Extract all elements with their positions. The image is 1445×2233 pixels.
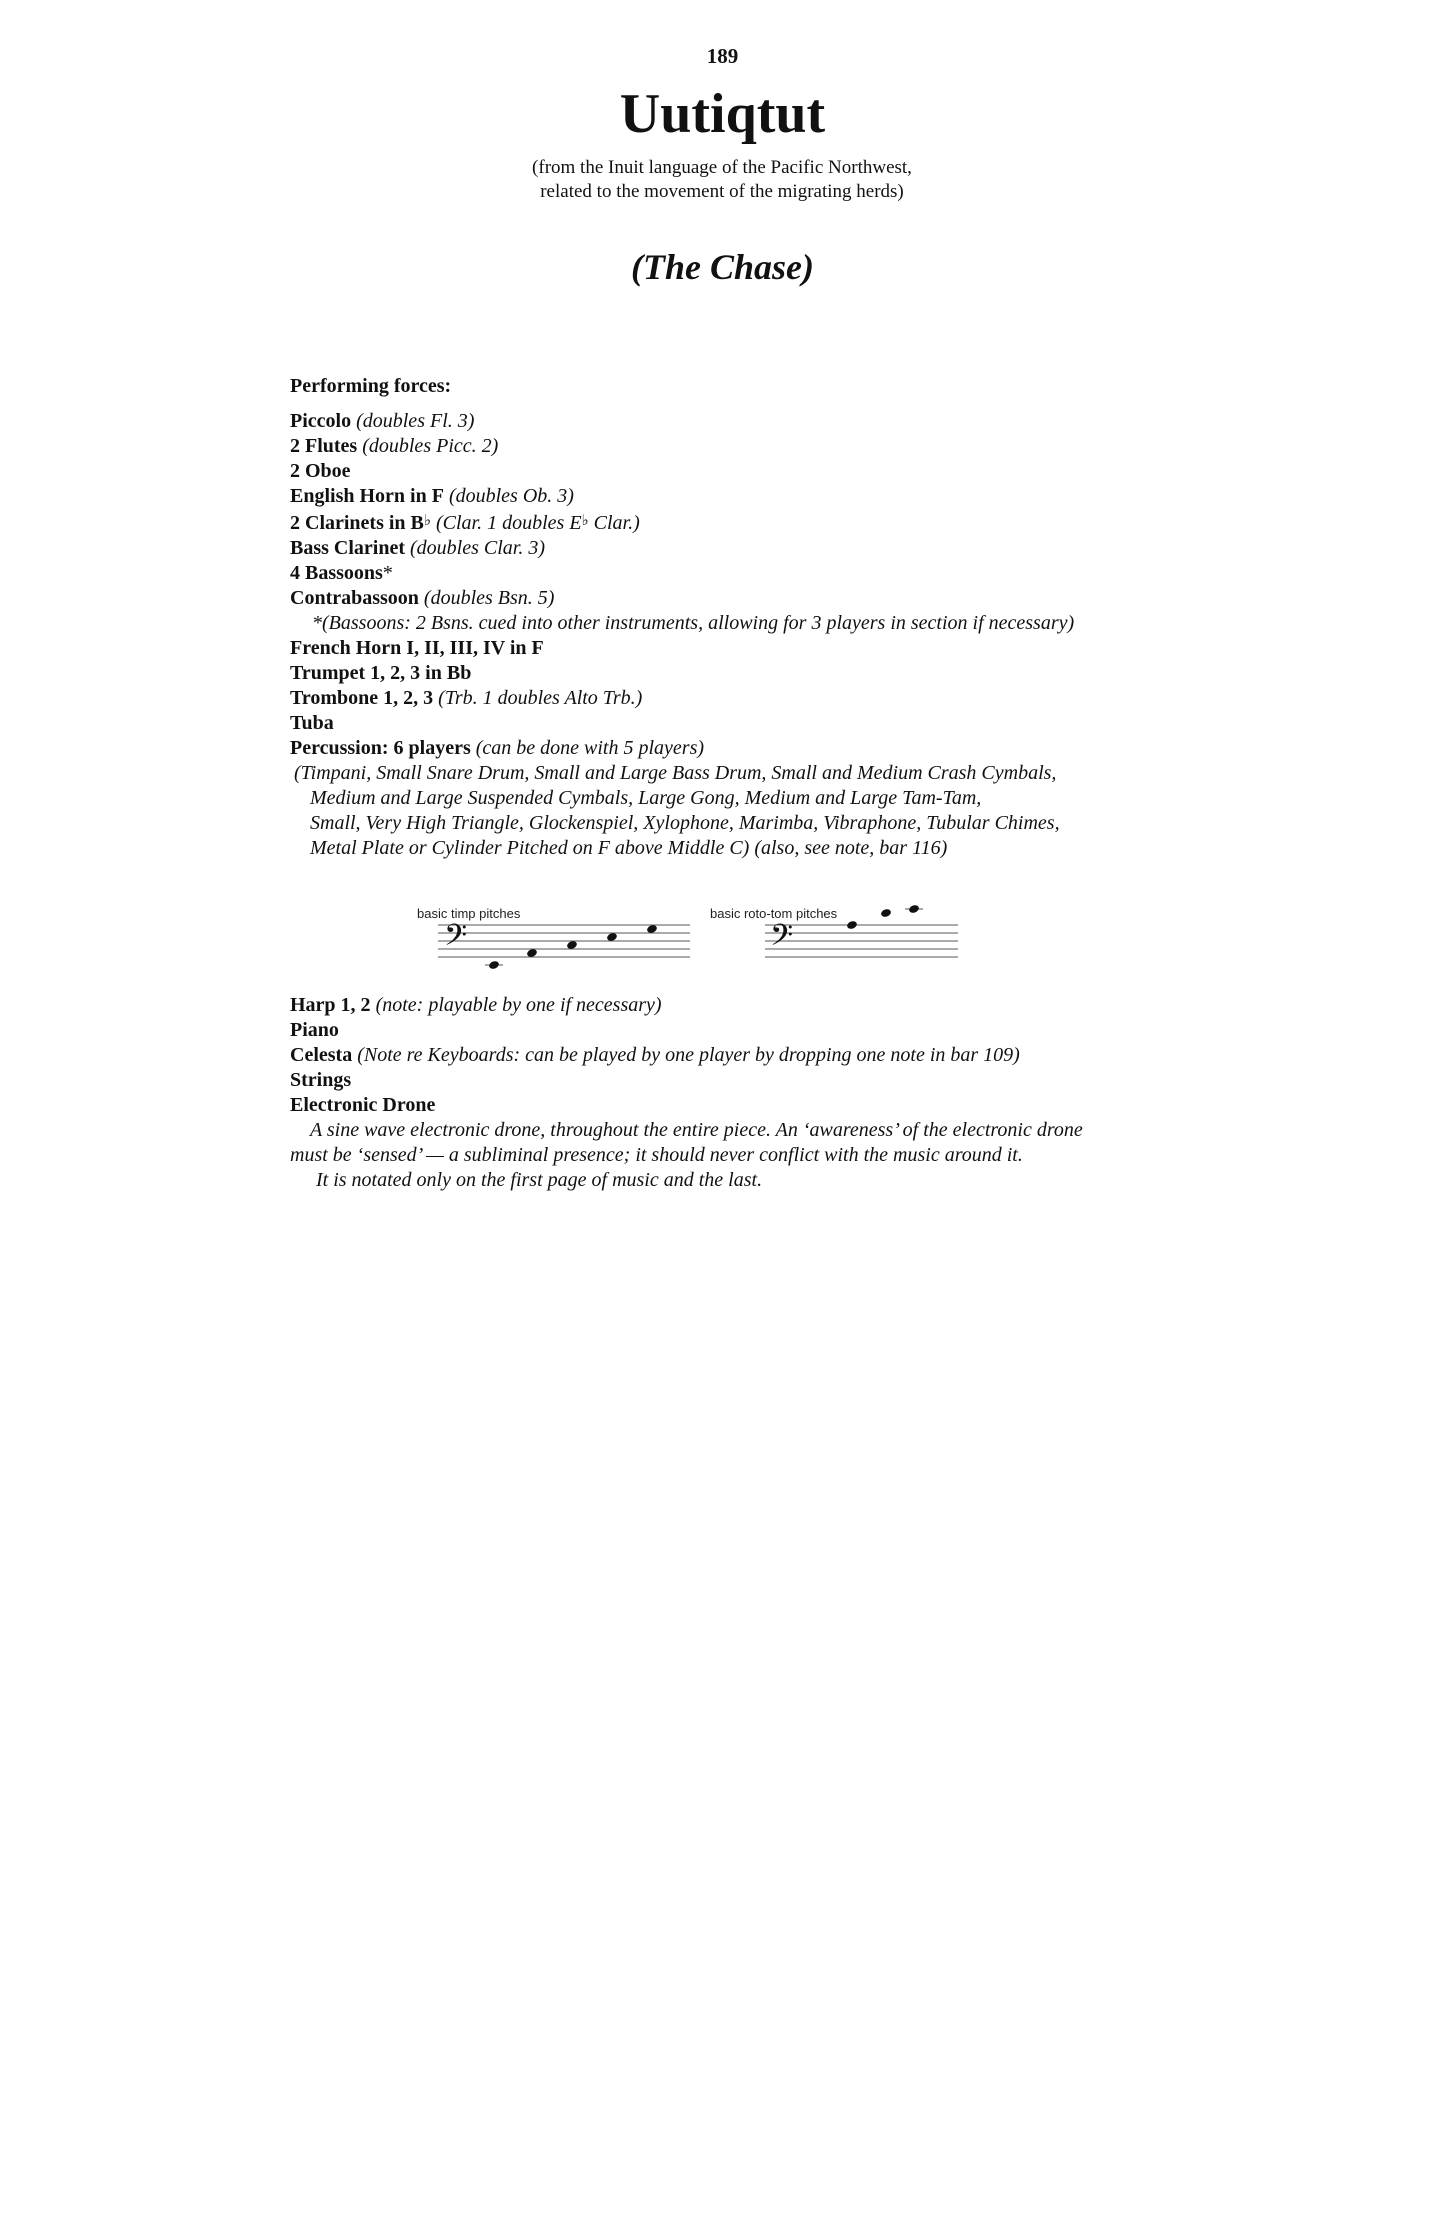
instrument-line: [290, 736, 1190, 761]
instrument-name: 2 Flutes: [290, 435, 358, 457]
instrument-note: Clar.): [588, 512, 640, 534]
note-head: [880, 908, 892, 918]
instrument-note: (note: playable by one if necessary): [375, 994, 662, 1016]
percussion-list-line: Medium and Large Suspended Cymbals, Large Gong, Medium and Large Tam-Tam,: [310, 787, 982, 809]
instrument-name: French Horn I, II, III, IV in F: [290, 637, 544, 659]
footnote-marker: *: [382, 562, 393, 584]
instrument-name: Piano: [290, 1019, 339, 1041]
note-head: [908, 904, 920, 914]
bassoon-footnote: *(Bassoons: 2 Bsns. cued into other instruments, allowing for 3 players in section if necessary): [312, 612, 1075, 634]
instrument-line: [290, 484, 1190, 509]
instrument-note: (can be done with 5 players): [475, 737, 705, 759]
instrument-line: [290, 561, 1190, 586]
instrument-note: (Clar. 1 doubles E: [435, 512, 582, 534]
music-staves: [290, 871, 990, 971]
instrument-note: (doubles Fl. 3): [356, 410, 475, 432]
forces-heading: Performing forces:: [290, 375, 452, 397]
instrument-name: Bass Clarinet: [290, 537, 405, 559]
instrument-name: 2 Oboe: [290, 460, 351, 482]
drone-text-line: It is notated only on the first page of music and the last.: [316, 1169, 763, 1191]
instrument-name: 2 Clarinets in B: [290, 512, 424, 534]
instrument-name: Trumpet 1, 2, 3 in Bb: [290, 662, 472, 684]
timp-pitches-label: basic timp pitches: [417, 906, 521, 921]
instrument-name: Strings: [290, 1069, 352, 1091]
instrument-name: Contrabassoon: [290, 587, 419, 609]
instrument-name: Celesta: [290, 1044, 353, 1066]
instrument-name: Piccolo: [290, 410, 352, 432]
percussion-list-line: (Timpani, Small Snare Drum, Small and Large Bass Drum, Small and Medium Crash Cymbals,: [294, 762, 1057, 784]
instrument-line: [290, 409, 1190, 434]
drone-text-line: must be ‘sensed’ — a subliminal presence; it should never conflict with the music around it.: [290, 1144, 1023, 1166]
instrument-line: [290, 1068, 1190, 1093]
instrument-line: [290, 686, 1190, 711]
note-head: [846, 920, 858, 930]
page-number: 189: [706, 44, 739, 68]
instrument-line: [290, 636, 1190, 661]
piece-title: Uutiqtut: [619, 83, 826, 145]
piece-subtitle: (from the Inuit language of the Pacific Northwest, related to the movement of the migrating herds): [532, 157, 912, 202]
rototom-staff: [765, 925, 958, 957]
bass-clef-icon: 𝄢: [444, 919, 468, 960]
instrument-note: (doubles Bsn. 5): [423, 587, 555, 609]
instrument-line: [290, 1018, 1190, 1043]
instrument-line: [290, 459, 1190, 484]
instrument-line: [290, 536, 1190, 561]
instrument-name: Harp 1, 2: [290, 994, 371, 1016]
percussion-list-line: Metal Plate or Cylinder Pitched on F above Middle C) (also, see note, bar 116): [310, 837, 948, 859]
instrument-name: 4 Bassoons: [290, 562, 383, 584]
instrument-note: (Trb. 1 doubles Alto Trb.): [438, 687, 643, 709]
instrument-line: [290, 586, 1190, 611]
instrument-line: [290, 1043, 1190, 1068]
bass-clef-icon: 𝄢: [770, 919, 794, 960]
instrument-line: [290, 509, 1190, 536]
instrument-name: Percussion: 6 players: [290, 737, 471, 759]
instrument-note: (Note re Keyboards: can be played by one player by dropping one note in bar 109): [357, 1044, 1020, 1066]
instrument-name: Electronic Drone: [290, 1094, 436, 1116]
music-examples: [290, 871, 1190, 971]
instrument-name: Trombone 1, 2, 3: [290, 687, 434, 709]
percussion-list-line: Small, Very High Triangle, Glockenspiel, Xylophone, Marimba, Vibraphone, Tubular Chimes,: [310, 812, 1060, 834]
instrument-line: [290, 661, 1190, 686]
alternate-title: (The Chase): [631, 247, 814, 287]
instrument-name: Tuba: [290, 712, 334, 734]
instrument-line: [290, 1093, 1190, 1118]
instrument-line: [290, 434, 1190, 459]
timp-notes: [485, 924, 658, 970]
instrument-line: [290, 993, 1190, 1018]
flat-sign: ♭: [423, 513, 431, 529]
instrument-name: English Horn in F: [290, 485, 444, 507]
instrument-note: (doubles Picc. 2): [362, 435, 499, 457]
performing-forces: [290, 374, 1190, 1193]
instrument-note: (doubles Clar. 3): [410, 537, 545, 559]
flat-sign: ♭: [581, 513, 589, 529]
drone-text-line: A sine wave electronic drone, throughout the entire piece. An ‘awareness’ of the electronic drone: [310, 1119, 1083, 1141]
rototom-notes: [846, 904, 923, 930]
note-head: [488, 960, 500, 970]
drone-description: [290, 1118, 1190, 1193]
instrument-note: (doubles Ob. 3): [448, 485, 574, 507]
instrument-line: [290, 711, 1190, 736]
rototom-pitches-label: basic roto-tom pitches: [710, 906, 838, 921]
